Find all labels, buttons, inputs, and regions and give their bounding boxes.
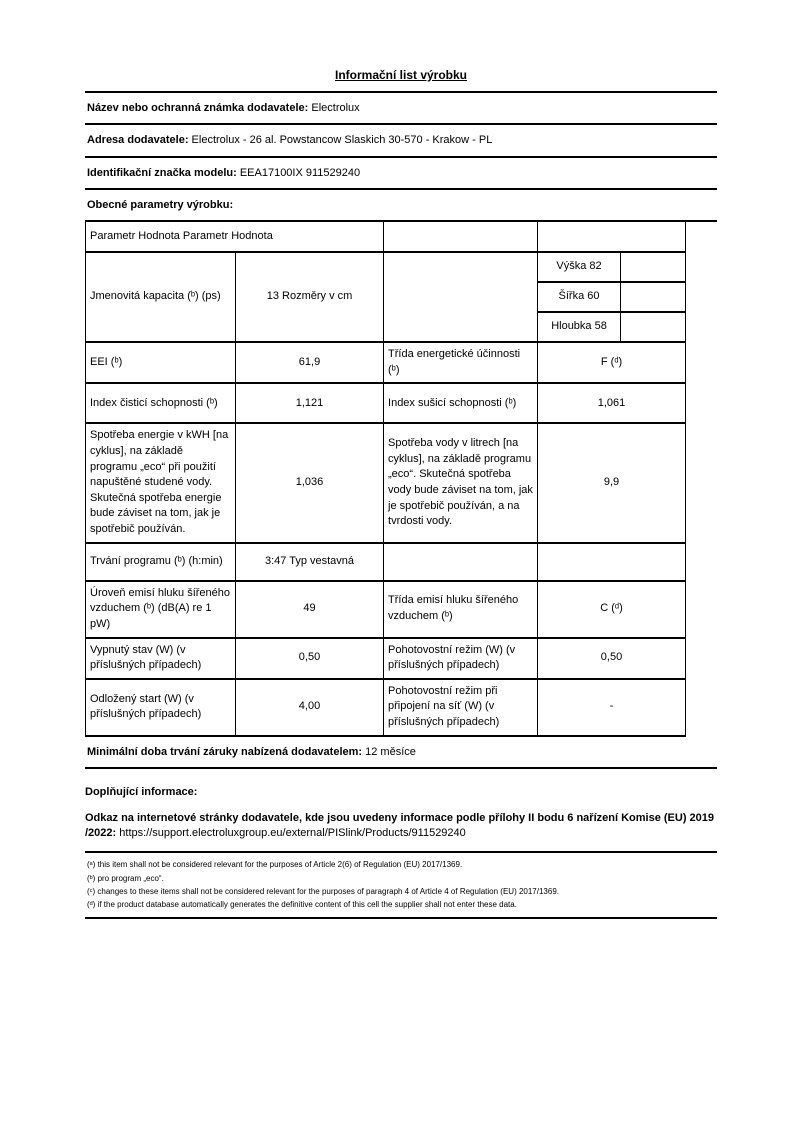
dimension-height-value-cell [621, 252, 686, 282]
cleaning-index-param-cell: Index čisticí schopnosti (ᵇ) [86, 383, 236, 423]
model-identifier-label: Identifikační značka modelu: [87, 166, 237, 179]
type-param-cell [384, 543, 538, 581]
drying-index-param-cell: Index sušicí schopnosti (ᵇ) [384, 383, 538, 423]
footnote-b: (ᵇ) pro program „eco“. [87, 873, 164, 883]
energy-class-param-cell: Třída energetické účinnosti (ᵇ) [384, 342, 538, 383]
general-parameters-label: Obecné parametry výrobku: [87, 198, 234, 211]
noise-level-param-cell: Úroveň emisí hluku šířeného vzduchem (ᵇ) (dB(A) re 1 pW) [86, 581, 236, 638]
dimension-depth-value-cell [621, 312, 686, 342]
parameters-table [85, 222, 686, 736]
off-mode-row [86, 638, 686, 679]
noise-row [86, 581, 686, 638]
off-mode-value-cell: 0,50 [236, 638, 384, 679]
eei-param-cell: EEI (ᵇ) [86, 342, 236, 383]
noise-class-value-cell: C (ᵈ) [538, 581, 686, 638]
supplier-address-value: Electrolux - 26 al. Powstancow Slaskich 30-570 - Krakow - PL [191, 134, 493, 147]
website-link-paragraph [85, 811, 717, 843]
program-duration-row [86, 543, 686, 581]
dimension-height-cell: Výška 82 [538, 252, 621, 282]
dimensions-param-cell [384, 252, 538, 342]
footnotes-block [85, 851, 717, 919]
energy-consumption-param-cell: Spotřeba energie v kWH [na cyklus], na základě programu „eco“ při použití napuštěné studené vody. Skutečná spotřeba energie bude záviset na tom, jak je spotřebič používán. [86, 423, 236, 542]
model-identifier-row [85, 158, 717, 190]
supplier-name-row [85, 93, 717, 125]
capacity-param-cell: Jmenovitá kapacita (ᵇ) (ps) [86, 252, 236, 342]
cleaning-index-value-cell: 1,121 [236, 383, 384, 423]
warranty-label: Minimální doba trvání záruky nabízená dodavatelem: [87, 745, 363, 758]
networked-standby-param-cell: Pohotovostní režim při připojení na síť (W) (v příslušných případech) [384, 679, 538, 736]
table-header-empty-cell [538, 222, 686, 252]
eei-row [86, 342, 686, 383]
additional-info-heading: Doplňující informace: [85, 785, 198, 798]
page-title: Informační list výrobku [334, 68, 468, 82]
footnote-c: (ᶜ) changes to these items shall not be considered relevant for the purposes of paragraph 4 of Article 4 of Regulation (EU) 2017/1369. [87, 886, 559, 896]
energy-consumption-row [86, 423, 686, 542]
warranty-row [85, 737, 717, 769]
dimension-width-value-cell [621, 282, 686, 312]
supplier-address-label: Adresa dodavatele: [87, 134, 189, 147]
water-consumption-value-cell: 9,9 [538, 423, 686, 542]
footnote-a: (ᵃ) this item shall not be considered relevant for the purposes of Article 2(6) of Regulation (EU) 2017/1369. [87, 860, 463, 870]
type-value-cell [538, 543, 686, 581]
program-duration-value-cell: 3:47 Typ vestavná [236, 543, 384, 581]
capacity-value-cell: 13 Rozměry v cm [236, 252, 384, 342]
delayed-start-param-cell: Odložený start (W) (v příslušných případech) [86, 679, 236, 736]
drying-index-value-cell: 1,061 [538, 383, 686, 423]
supplier-name-label: Název nebo ochranná známka dodavatele: [87, 102, 309, 114]
header-sections [85, 91, 717, 222]
dimension-width-cell: Šířka 60 [538, 282, 621, 312]
warranty-value: 12 měsíce [365, 745, 416, 758]
website-url: https://support.electroluxgroup.eu/external/PISlink/Products/911529240 [119, 827, 466, 840]
eei-value-cell: 61,9 [236, 342, 384, 383]
off-mode-param-cell: Vypnutý stav (W) (v příslušných případech) [86, 638, 236, 679]
standby-param-cell: Pohotovostní režim (W) (v příslušných případech) [384, 638, 538, 679]
energy-consumption-value-cell: 1,036 [236, 423, 384, 542]
table-header-row [86, 222, 686, 252]
delayed-start-value-cell: 4,00 [236, 679, 384, 736]
supplier-address-row [85, 125, 717, 157]
supplier-name-value: Electrolux [311, 102, 360, 114]
table-header-cell: Parametr Hodnota Parametr Hodnota [86, 222, 384, 252]
water-consumption-param-cell: Spotřeba vody v litrech [na cyklus], na základě programu „eco“. Skutečná spotřeba vody bude záviset na tom, jak je spotřebič používán, a na tvrdosti vody. [384, 423, 538, 542]
website-link-label: Odkaz na internetové stránky dodavatele, kde jsou uvedeny informace podle přílohy II bodu 6 nařízení Komise (EU) 2019 /2022: [85, 811, 715, 840]
cleaning-index-row [86, 383, 686, 423]
product-information-sheet [85, 68, 717, 919]
noise-level-value-cell: 49 [236, 581, 384, 638]
footnote-d: (ᵈ) if the product database automatically generates the definitive content of this cell the supplier shall not enter these data. [87, 899, 517, 909]
program-duration-param-cell: Trvání programu (ᵇ) (h:min) [86, 543, 236, 581]
delayed-start-row [86, 679, 686, 736]
standby-value-cell: 0,50 [538, 638, 686, 679]
model-identifier-value: EEA17100IX 911529240 [239, 166, 361, 179]
noise-class-param-cell: Třída emisí hluku šířeného vzduchem (ᵇ) [384, 581, 538, 638]
dimension-depth-cell: Hloubka 58 [538, 312, 621, 342]
capacity-row [86, 252, 686, 282]
general-parameters-heading-row [85, 190, 717, 222]
table-header-empty-cell [384, 222, 538, 252]
networked-standby-value-cell: - [538, 679, 686, 736]
energy-class-value-cell: F (ᵈ) [538, 342, 686, 383]
